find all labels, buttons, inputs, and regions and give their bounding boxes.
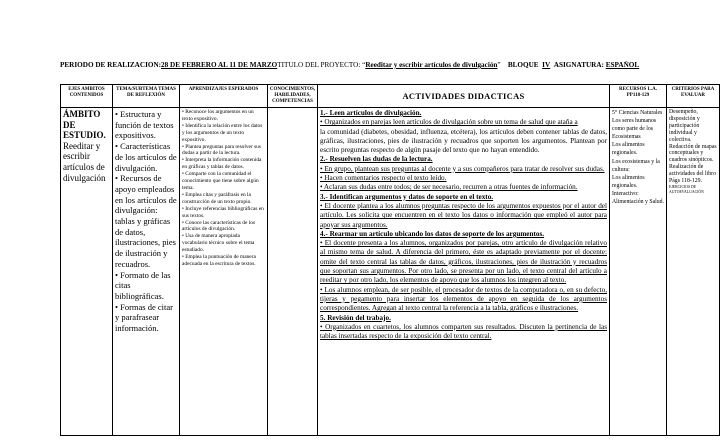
- titulo-close: ”: [497, 61, 501, 69]
- planning-table: [60, 84, 720, 436]
- bloque-label: BLOQUE: [507, 61, 539, 69]
- recurso-line: Los alimentos regionales.: [612, 142, 645, 157]
- aprendizaje-item: • Identifica la relación entre los datos y los argumentos de un texto expositivo.: [182, 122, 263, 143]
- periodo-label: PERIODO DE REALIZACION:: [60, 61, 162, 69]
- aprendizaje-item: • Conoce las características de los artículos de divulgación.: [182, 219, 255, 233]
- aprendizaje-item: • Incluye referencias bibliográficas en sus textos.: [182, 205, 264, 219]
- conocimientos-cell: [268, 108, 318, 436]
- header-recursos: RECURSOS L.A. PP118-129: [610, 85, 667, 108]
- aprendizajes-cell: [180, 108, 268, 436]
- tema-item: • Características de los artículos de divulgación.: [115, 141, 177, 173]
- aprendizaje-item: • Interpreta la información contenida en gráficas y tablas de datos.: [182, 157, 262, 171]
- recursos-cell: [610, 108, 667, 436]
- actividad-heading: 5. Revisión del trabajo.: [320, 313, 391, 322]
- asignatura-label: ASIGNATURA:: [553, 61, 604, 69]
- actividad-text: • Aclaran sus dudas entre todos; de ser necesario, recurren a otras fuentes de información.: [320, 183, 578, 192]
- actividad-heading: 4.- Rearmar un artículo ubicando los datos de soporte de los argumentos.: [320, 229, 545, 238]
- tema-item: • Recursos de apoyo empleados en los artículos de divulgación: tablas y gráficas de datos, ilustraciones, pies de ilustración y recuadros.: [115, 173, 177, 269]
- content-row: [61, 108, 720, 436]
- actividad-heading: 1.- Leen artículos de divulgación.: [320, 109, 422, 117]
- titulo-value: Reeditar y escribir artículos de divulgación: [365, 61, 498, 69]
- actividad-text: • El docente presenta a los alumnos, organizados por parejas, otro artículo de divulgación relativo al mismo tema de salud. A diferencia del primero, éste es adaptado previamente por el docente: omite del texto central las tablas de datos, gráficos, ilustraciones, pies de ilustración y recuadros que soportan sus argumentos. Por otro lado, se presenta por un lado, el texto central del artículo a reeditar y por otro lado, los elementos de apoyo que los alumnos los integren al texto.: [320, 239, 607, 285]
- tema-item: • Estructura y función de textos expositivos.: [115, 109, 174, 141]
- aprendizaje-item: • Usa de manera apropiada vocabulario técnico sobre el tema estudiado.: [182, 233, 255, 254]
- recurso-line: Los alimentos regionales.: [612, 174, 645, 189]
- header-aprendizajes: APRENDIZAJES ESPERADOS: [180, 85, 268, 108]
- actividad-heading: 2.- Resuelven las dudas de la lectura.: [320, 155, 433, 164]
- titulo-label: TITULO DEL PROYECTO: “: [277, 61, 366, 69]
- aprendizaje-item: • Reconoce los argumentos en un texto expositivo.: [182, 109, 254, 122]
- ejes-body: Reeditar y escribir artículos de divulgación: [63, 140, 106, 183]
- ejes-cell: [61, 108, 113, 436]
- actividad-text: • En grupo, plantean sus preguntas al docente y a sus compañeros para tratar de resolver sus dudas.: [320, 164, 605, 173]
- actividad-text: • Hacen comentarios respecto el texto leído.: [320, 174, 447, 183]
- aprendizaje-item: • Comparte con la comunidad el conocimiento que tiene sobre algún tema.: [182, 171, 259, 191]
- tema-cell: [113, 108, 180, 436]
- recurso-line: Los seres humanos como parte de los Ecosistemas: [612, 118, 657, 141]
- aprendizaje-item: • Emplea la puntuación de manera adecuada en la escritura de textos.: [182, 254, 256, 267]
- header-ejes: EJES AMBITOS CONTENIDOS: [61, 85, 113, 108]
- recurso-line: 5° Ciencias Naturales: [612, 110, 663, 116]
- actividad-heading: 3.- Identifican argumentos y datos de soporte en el texto.: [320, 192, 494, 201]
- periodo-value: 28 DE FEBRERO AL 11 DE MARZO: [161, 61, 278, 69]
- criterio-line: Realización de actividades del libro Págs 118-129.: [669, 164, 717, 185]
- aprendizaje-item: • Plantea preguntas para resolver sus dudas a partir de la lectura.: [182, 143, 261, 157]
- planning-header: [60, 61, 720, 70]
- actividad-text: • Los alumnos emplean, de ser posible, el procesador de textos de la computadora o, en su defecto, tijeras y pegamento para insertar los elementos de apoyo en seguida de los argumentos correspondientes. Agregan al texto central la referencia a la tabla, gráficos e ilustraciones.: [320, 285, 607, 313]
- actividad-text: la comunidad (diabetes, obesidad, influenza, etcétera), los artículos deben contener tablas de datos, gráficas, ilustraciones, pies de ilustración y recuadros que soporten los argumentos. Plantean por escrito preguntas respecto de algún pasaje del texto que no hayan entendido.: [320, 127, 607, 155]
- ejes-title: ÁMBITO DE ESTUDIO.: [63, 109, 106, 141]
- criterio-line: EJERCICIOS DE AUTOEVALUACIÓN: [669, 184, 704, 194]
- bloque-value: IV: [542, 61, 551, 69]
- actividad-text: • El docente plantea a los alumnos preguntas respecto de los argumentos expuestos por el autor del artículo. Les solicita que encuentren en el texto los datos o información que empleó el autor para apoyar sus argumentos.: [320, 201, 607, 229]
- aprendizaje-item: • Emplea citas y paráfrasis en la construcción de un texto propio.: [182, 191, 252, 205]
- header-conocimientos: CONOCIMIENTOS, HABILIDADES, COMPETENCIAS: [268, 85, 318, 108]
- criterio-line: Redacción de mapas conceptuales y cuadros sinópticos.: [669, 143, 717, 164]
- header-row: [61, 85, 720, 108]
- tema-item: • Formas de citar y parafrasear información.: [115, 301, 173, 334]
- header-criterios: CRITERIOS PARA EVALUAR: [667, 85, 720, 108]
- recurso-line: Los ecosistemas y la cultura:: [612, 158, 660, 173]
- criterio-line: Desempeño, disposición y participación individual y colectiva.: [669, 109, 700, 143]
- asignatura-value: ESPAÑOL: [605, 61, 640, 69]
- actividad-text: • Organizados en cuartetos, los alumnos comparten sus resultados. Discuten la pertinencia de las tablas insertadas respecto de la exposición del texto central.: [320, 322, 607, 341]
- tema-item: • Formato de las citas bibliográficas.: [115, 269, 171, 301]
- criterios-cell: [667, 108, 720, 436]
- header-actividades: ACTIVIDADES DIDACTICAS: [318, 85, 610, 108]
- recurso-line: Interactivo: Alimentación y Salud.: [612, 190, 665, 206]
- actividad-text: • Organizados en parejas leen artículos de divulgación sobre un tema de salud que ataña a: [320, 118, 578, 127]
- actividades-cell: [318, 108, 610, 436]
- header-tema: TEMA/SUBTEMA TEMAS DE REFLEXIÓN: [113, 85, 180, 108]
